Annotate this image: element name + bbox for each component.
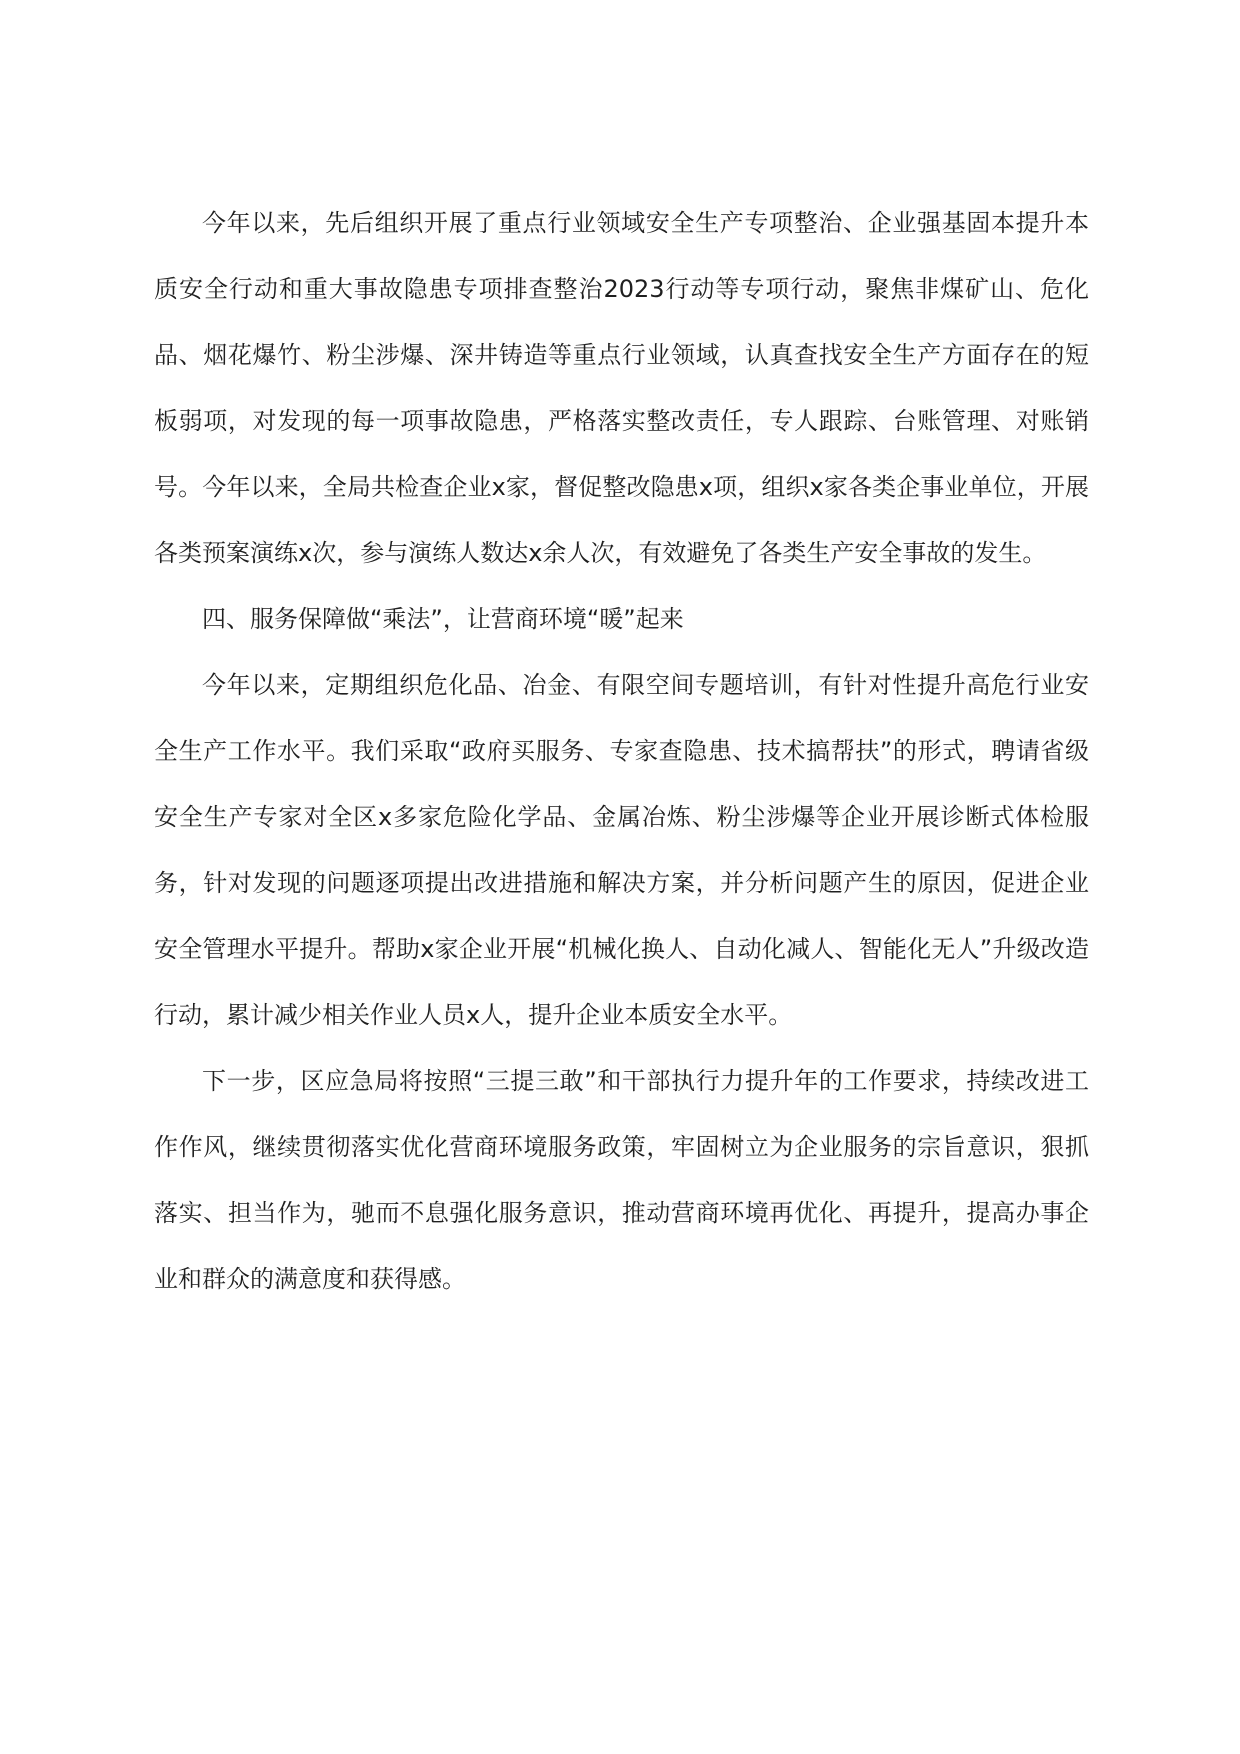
paragraph-expert-service: 今年以来，定期组织危化品、冶金、有限空间专题培训，有针对性提升高危行业安全生产工作水平。我们采取“政府买服务、专家查隐患、技术搞帮扶”的形式，聘请省级安全生产专家对全区x多家危险化学品、金属冶炼、粉尘涉爆等企业开展诊断式体检服务，针对发现的问题逐项提出改进措施和解决方案，并分析问题产生的原因，促进企业安全管理水平提升。帮助x家企业开展“机械化换人、自动化减人、智能化无人”升级改造行动，累计减少相关作业人员x人，提升企业本质安全水平。 <box>154 671 1089 1029</box>
paragraph-safety-rectification: 今年以来，先后组织开展了重点行业领域安全生产专项整治、企业强基固本提升本质安全行动和重大事故隐患专项排查整治2023行动等专项行动，聚焦非煤矿山、危化品、烟花爆竹、粉尘涉爆、深井铸造等重点行业领域，认真查找安全生产方面存在的短板弱项，对发现的每一项事故隐患，严格落实整改责任，专人跟踪、台账管理、对账销号。今年以来，全局共检查企业x家，督促整改隐患x项，组织x家各类企事业单位，开展各类预案演练x次，参与演练人数达x余人次，有效避免了各类生产安全事故的发生。 <box>154 209 1089 567</box>
section-heading-service-guarantee: 四、服务保障做“乘法”，让营商环境“暖”起来 <box>202 605 684 633</box>
paragraph-next-steps: 下一步，区应急局将按照“三提三敢”和干部执行力提升年的工作要求，持续改进工作作风，继续贯彻落实优化营商环境服务政策，牢固树立为企业服务的宗旨意识，狠抓落实、担当作为，驰而不息强化服务意识，推动营商环境再优化、再提升，提高办事企业和群众的满意度和获得感。 <box>154 1067 1089 1293</box>
document-body <box>154 190 1089 1312</box>
